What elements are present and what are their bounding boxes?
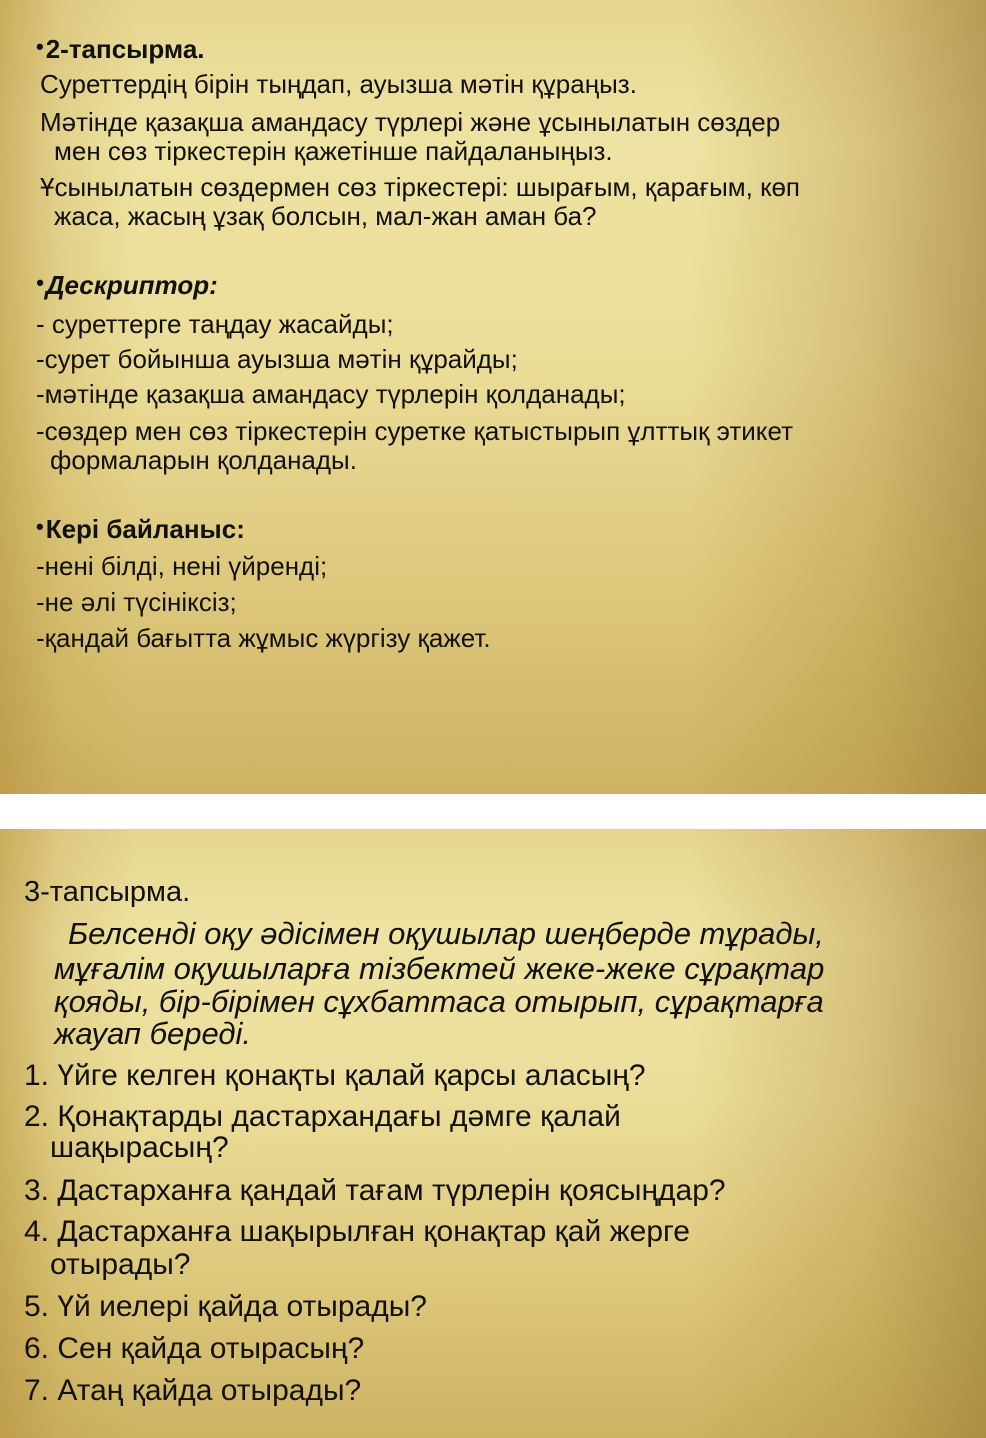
task3-intro-line: Белсенді оқу әдісімен оқушылар шеңберде тұрады, [68,916,824,951]
task3-title: 3-тапсырма. [24,876,191,908]
task3-intro-line: мұғалім оқушыларға тізбектей жеке-жеке сұрақтар [54,951,825,986]
descriptor-line: - суреттерге таңдау жасайды; [36,309,394,339]
descriptor-line: -сурет бойынша ауызша мәтін құрайды; [36,344,518,374]
slide-task-3 [0,829,986,1438]
descriptor-line: -мәтінде қазақша амандасу түрлерін қолданады; [36,379,626,409]
bullet-icon: • [36,270,44,295]
question-item: 3. Дастарханға қандай тағам түрлерін қоясыңдар? [24,1174,726,1207]
question-item: 7. Атаң қайда отырады? [24,1374,362,1407]
task2-line: мен сөз тіркестерін қажетінше пайдаланыңыз. [54,136,613,166]
question-item: шақырасың? [50,1131,229,1164]
question-item: 2. Қонақтарды дастархандағы дәмге қалай [24,1100,621,1133]
feedback-title: Кері байланыс: [45,514,245,544]
question-item: 5. Үй иелері қайда отырады? [24,1290,427,1323]
descriptor-line: формаларын қолданады. [50,445,357,475]
task2-line: Ұсынылатын сөздермен сөз тіркестері: шырағым, қарағым, көп [40,172,801,202]
task2-line: жаса, жасың ұзақ болсын, мал-жан аман ба? [54,201,597,231]
question-item: 6. Сен қайда отырасың? [24,1332,365,1365]
bullet-icon: • [36,34,44,59]
feedback-line: -нені білді, нені үйренді; [36,551,328,581]
task2-line: Суреттердің бірін тыңдап, ауызша мәтін құраңыз. [40,69,637,99]
question-item: отырады? [50,1248,191,1281]
task2-heading [36,36,205,62]
task3-intro-line: қояды, бір-бірімен сұхбаттаса отырып, сұрақтарға [54,984,824,1019]
question-item: 1. Үйге келген қонақты қалай қарсы аласың? [24,1059,646,1092]
descriptor-line: -сөздер мен сөз тіркестерін суретке қатыстырып ұлттық этикет [36,416,793,446]
task3-intro-line: жауап береді. [54,1016,252,1051]
question-item: 4. Дастарханға шақырылған қонақтар қай жерге [24,1215,690,1248]
bullet-icon: • [36,514,44,539]
feedback-line: -не әлі түсініксіз; [36,587,237,617]
task2-title: 2-тапсырма. [45,34,205,64]
descriptor-heading [36,272,218,298]
task2-line: Мәтінде қазақша амандасу түрлері және ұсынылатын сөздер [40,107,781,137]
feedback-line: -қандай бағытта жұмыс жүргізу қажет. [36,623,491,653]
descriptor-title: Дескриптор: [45,270,218,300]
feedback-heading [36,516,245,542]
